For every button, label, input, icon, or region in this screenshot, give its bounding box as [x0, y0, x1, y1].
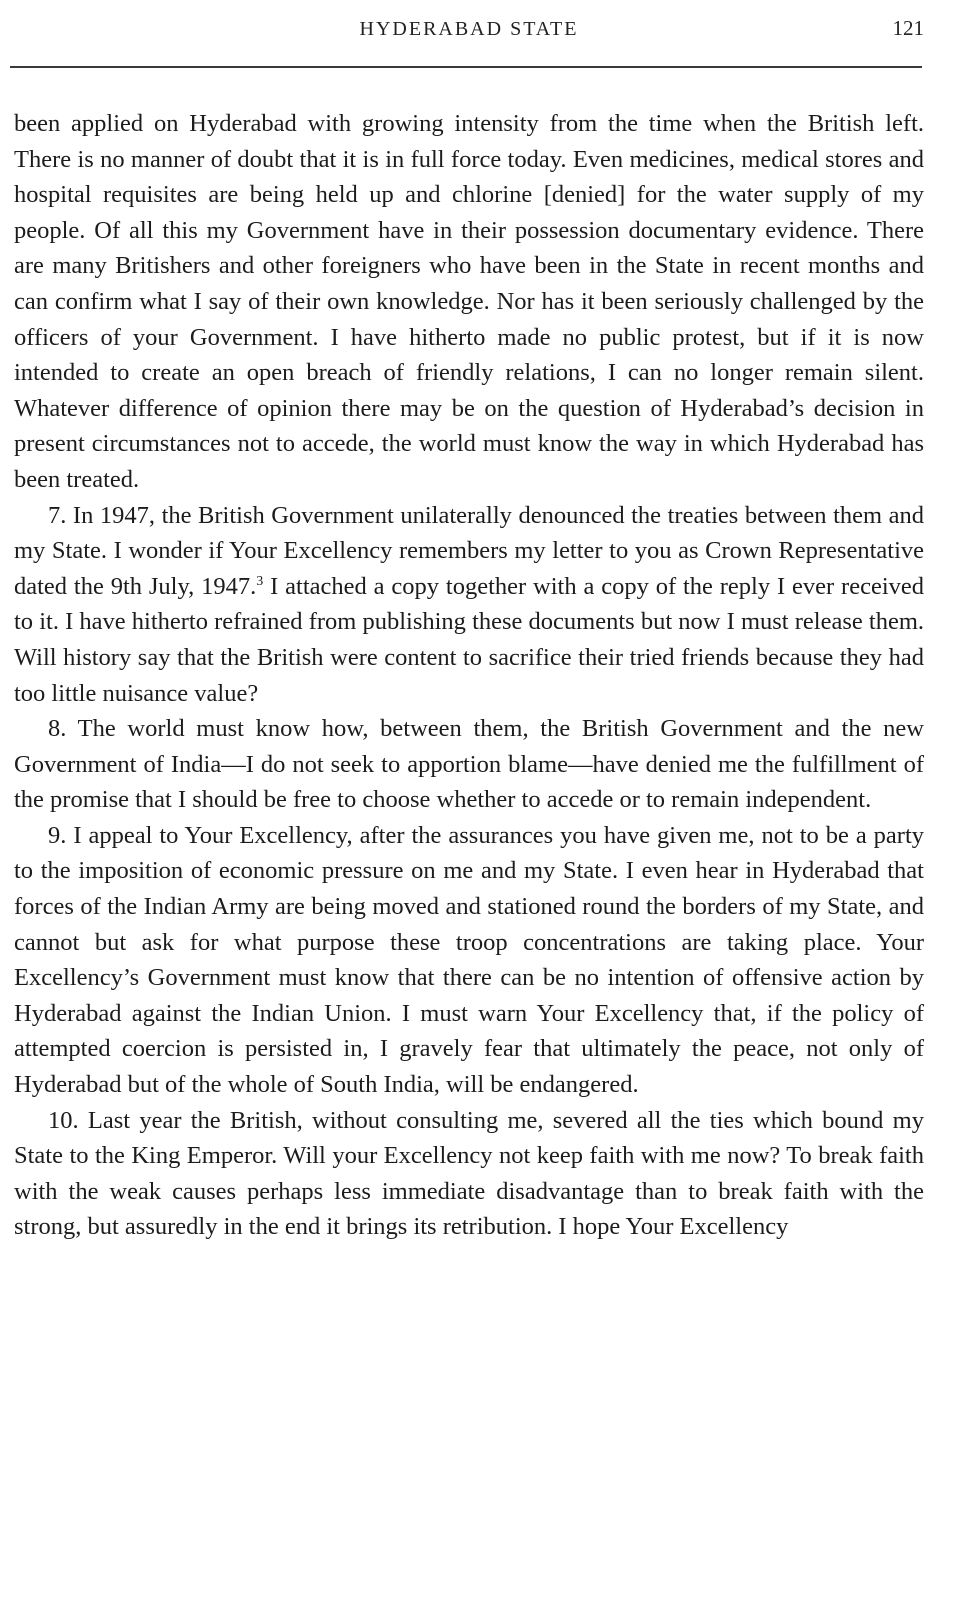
paragraph-7 — [14, 498, 924, 712]
running-head — [14, 10, 924, 50]
paragraph-7-text-before-note: 7. In 1947, the British Government unilaterally denounced the treaties between them and my State. I wonder if Your Excellency remembers my letter to you as Crown Representative dated the 9th July, 1947. — [14, 501, 924, 600]
header-rule — [10, 66, 922, 68]
paragraph-continuation: been applied on Hyderabad with growing intensity from the time when the British left. There is no manner of doubt that it is in full force today. Even medicines, medical stores and hospital requisites are being held up and chlorine [denied] for the water supply of my people. Of all this my Government have in their possession documentary evidence. There are many Britishers and other foreigners who have been in the State in recent months and can confirm what I say of their own knowledge. Nor has it been seriously challenged by the officers of your Government. I have hitherto made no public protest, but if it is now intended to create an open breach of friendly relations, I can no longer remain silent. Whatever difference of opinion there may be on the question of Hyderabad’s decision in present circumstances not to accede, the world must know the way in which Hyderabad has been treated. — [14, 110, 924, 493]
paragraph-7-text-after-note: I attached a copy together with a copy of the reply I ever received to it. I have hitherto refrained from publishing these documents but now I must release them. Will history say that the British were content to sacrifice their tried friends because they had too little nuisance value? — [14, 572, 924, 707]
footnote-marker: 3 — [256, 573, 264, 589]
paragraph-8: 8. The world must know how, between them, the British Government and the new Government of India—I do not seek to apportion blame—have denied me the fulfillment of the promise that I should be free to choose whether to accede or to remain independent. — [14, 715, 924, 814]
paragraph-9: 9. I appeal to Your Excellency, after the assurances you have given me, not to be a party to the imposition of economic pressure on me and my State. I even hear in Hyderabad that forces of the Indian Army are being moved and stationed round the borders of my State, and cannot but ask for what purpose these troop concentrations are taking place. Your Excellency’s Government must know that there can be no intention of offensive action by Hyderabad against the Indian Union. I must warn Your Excellency that, if the policy of attempted coercion is persisted in, I gravely fear that ultimately the peace, not only of Hyderabad but of the whole of South India, will be endangered. — [14, 821, 924, 1099]
paragraph-10: 10. Last year the British, without consulting me, severed all the ties which bound my State to the King Emperor. Will your Excellency not keep faith with me now? To break faith with the weak causes perhaps less immediate disadvantage than to break faith with the strong, but assuredly in the end it brings its retribution. I hope Your Excellency — [14, 1106, 924, 1241]
page-number: 121 — [892, 16, 924, 40]
running-title: HYDERABAD STATE — [359, 18, 579, 40]
body-text — [14, 106, 924, 1245]
